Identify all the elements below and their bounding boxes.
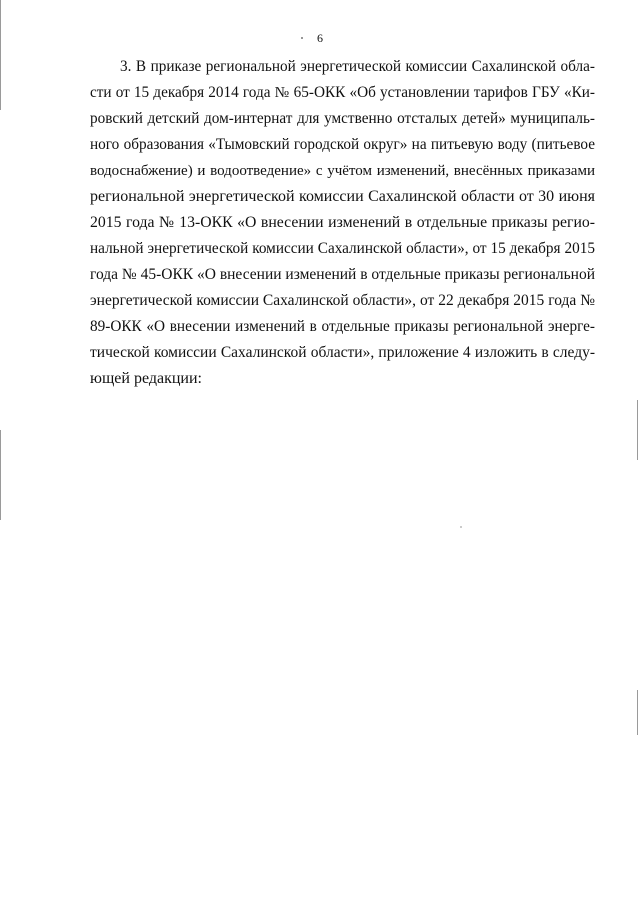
paragraph-line: энергетической комиссии Сахалинской области», от 22 декабря 2015 года № (90, 292, 595, 309)
paragraph-line: региональной энергетической комиссии Сахалинской области от 30 июня (90, 188, 595, 205)
paragraph-3 (90, 54, 595, 392)
scan-edge-mark (0, 0, 1, 110)
scan-edge-mark (0, 430, 1, 520)
paragraph-line: ровский детский дом-интернат для умственно отсталых детей» муниципаль- (90, 110, 595, 127)
paragraph-line: 3. В приказе региональной энергетической комиссии Сахалинской обла- (120, 58, 595, 75)
paragraph-line: 2015 года № 13-ОКК «О внесении изменений в отдельные приказы регио- (90, 214, 595, 231)
page-number: 6 (317, 31, 323, 45)
paragraph-line: тической комиссии Сахалинской области», приложение 4 изложить в следу- (90, 344, 595, 361)
paragraph-line: нальной энергетической комиссии Сахалинской области», от 15 декабря 2015 (90, 240, 595, 257)
paragraph-line: года № 45-ОКК «О внесении изменений в отдельные приказы региональной (90, 266, 595, 283)
paragraph-line: ющей редакции: (90, 370, 202, 387)
paragraph-line: 89-ОКК «О внесении изменений в отдельные приказы региональной энерге- (90, 318, 595, 335)
paragraph-line: сти от 15 декабря 2014 года № 65-ОКК «Об установлении тарифов ГБУ «Ки- (90, 84, 595, 101)
scan-edge-mark (637, 690, 638, 735)
scan-speck (460, 526, 462, 528)
paragraph-line: водоснабжение) и водоотведение» с учётом изменений, внесённых приказами (90, 163, 595, 179)
scan-edge-mark (637, 400, 638, 460)
paragraph-line: ного образования «Тымовский городской округ» на питьевую воду (питьевое (90, 136, 595, 153)
